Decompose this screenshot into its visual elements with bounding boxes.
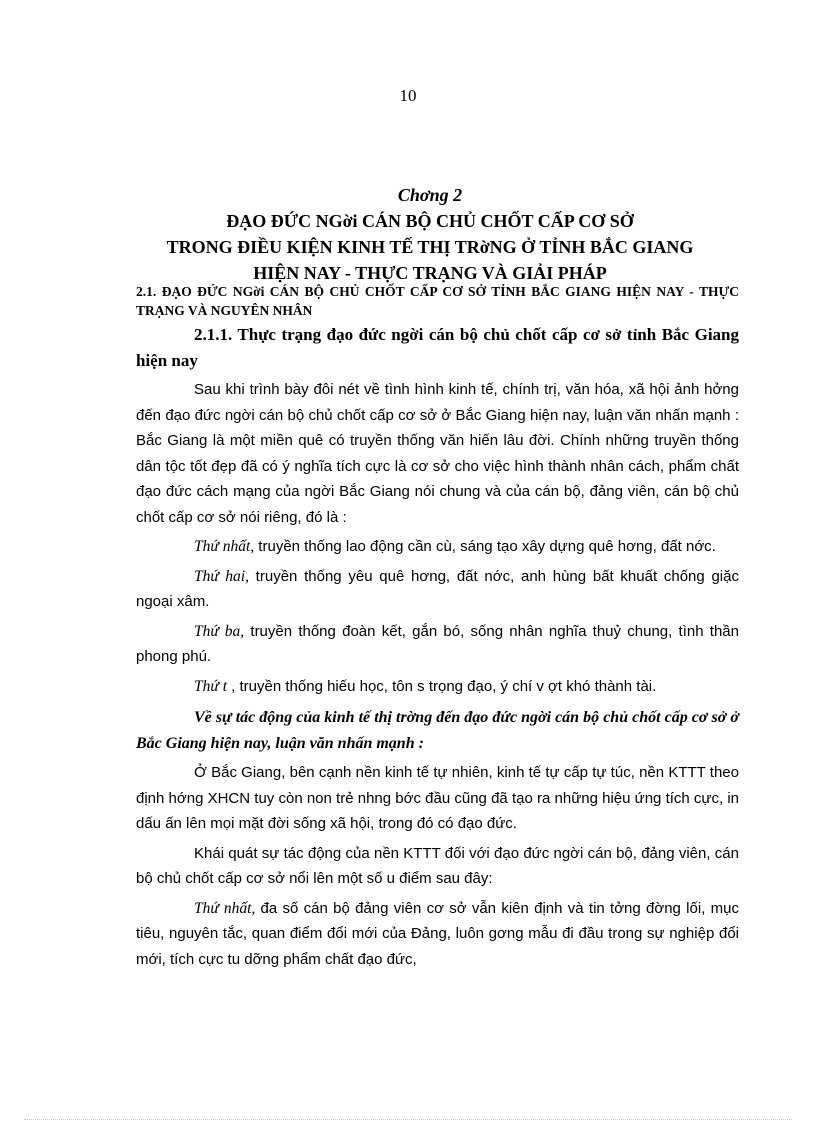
tradition-text: truyền thống yêu quê hơng, đất nớc, anh hùng bất khuất chống giặc ngoại xâm.	[136, 567, 739, 610]
subsection-heading: 2.1.1. Thực trạng đạo đức ngời cán bộ chủ chốt cấp cơ sở tỉnh Bắc Giang hiện nay	[136, 325, 739, 370]
tradition-text: truyền thống lao động cần cù, sáng tạo xây dựng quê hơng, đất nớc.	[254, 538, 716, 555]
chapter-title-line-1: ĐẠO ĐỨC NGời CÁN BỘ CHỦ CHỐT CẤP CƠ SỞ	[226, 211, 634, 231]
advantage-item	[136, 896, 739, 973]
overview-paragraph: Khái quát sự tác động của nền KTTT đối với đạo đức ngời cán bộ, đảng viên, cán bộ chủ chốt cấp cơ sở nổi lên một số u điểm sau đây:	[136, 844, 739, 887]
tradition-item	[136, 534, 739, 560]
impact-heading: Về sự tác động của kinh tế thị trờng đến đạo đức ngời cán bộ chủ chốt cấp cơ sở ở Bắc Giang hiện nay, luận văn nhấn mạnh :	[136, 709, 739, 752]
tradition-lead: Thứ ba,	[194, 622, 245, 640]
advantage-text: đa số cán bộ đảng viên cơ sở vẫn kiên định và tin tởng đờng lối, mục tiêu, nguyên tắc, quan điểm đổi mới của Đảng, luôn gơng mẫu đi đầu trong sự nghiệp đổi mới, tích cực tu dỡng phẩm chất đạo đức,	[136, 899, 739, 968]
chapter-heading	[120, 182, 740, 286]
market-paragraph: Ở Bắc Giang, bên cạnh nền kinh tế tự nhiên, kinh tế tự cấp tự túc, nền KTTT theo định hớng XHCN tuy còn non trẻ nhng bớc đầu cũng đã tạo ra những hiệu ứng tích cực, in dấu ấn lên mọi mặt đời sống xã hội, trong đó có đạo đức.	[136, 764, 739, 832]
chapter-label: Chơng 2	[397, 185, 463, 205]
chapter-title-line-2: TRONG ĐIỀU KIỆN KINH TẾ THỊ TRờNG Ở TỈNH BẮC GIANG	[166, 237, 694, 257]
advantage-lead: Thứ nhất,	[194, 899, 256, 917]
tradition-text: , truyền thống hiếu học, tôn s trọng đạo, ý chí v ợt khó thành tài.	[227, 677, 657, 695]
tradition-text: truyền thống đoàn kết, gắn bó, sống nhân nghĩa thuỷ chung, tình thần phong phú.	[136, 622, 739, 665]
page-number: 10	[399, 86, 417, 105]
document-body	[136, 282, 739, 976]
tradition-item	[136, 564, 739, 615]
chapter-title-line-3: HIỆN NAY - THỰC TRẠNG VÀ GIẢI PHÁP	[253, 263, 607, 283]
tradition-lead: Thứ nhất,	[194, 538, 255, 555]
intro-paragraph: Sau khi trình bày đôi nét về tình hình kinh tế, chính trị, văn hóa, xã hội ảnh hởng đến đạo đức ngời cán bộ chủ chốt cấp cơ sở ở Bắc Giang hiện nay, luận văn nhấn mạnh : Bắc Giang là một miền quê có truyền thống văn hiến lâu đời. Chính những truyền thống dân tộc tốt đẹp đã có ý nghĩa tích cực là cơ sở cho việc hình thành nhân cách, phẩm chất đạo đức cách mạng của ngời Bắc Giang nói chung và của cán bộ, đảng viên, cán bộ chủ chốt cấp cơ sở nói riêng, đó là :	[136, 381, 739, 526]
section-heading: 2.1. ĐẠO ĐỨC NGời CÁN BỘ CHỦ CHỐT CẤP CƠ SỞ TỈNH BẮC GIANG HIỆN NAY - THỰC TRẠNG VÀ NGUYÊN NHÂN	[136, 284, 739, 318]
page-bottom-rule	[24, 1119, 792, 1120]
tradition-lead: Thứ t	[194, 677, 228, 695]
tradition-item	[136, 674, 739, 700]
tradition-item	[136, 619, 739, 670]
tradition-lead: Thứ hai,	[194, 567, 249, 585]
